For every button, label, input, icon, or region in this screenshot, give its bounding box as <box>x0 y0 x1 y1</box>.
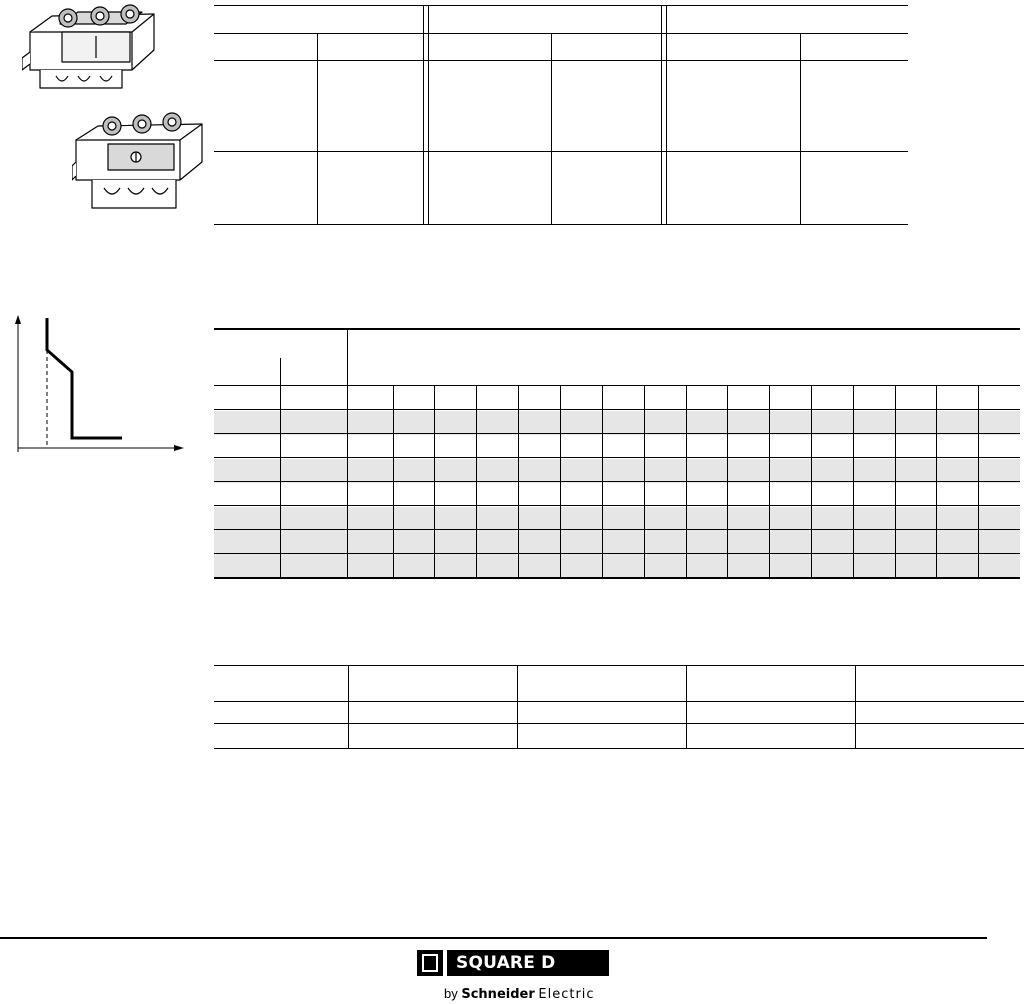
breaker-ratings-table <box>214 5 908 225</box>
column-divider <box>936 385 937 577</box>
table-rule <box>214 433 1020 434</box>
trip-curve-graph <box>8 312 186 457</box>
column-divider <box>978 385 979 577</box>
table-row <box>214 459 1020 483</box>
y-axis-arrow <box>15 315 21 324</box>
tagline-company: Schneider <box>461 987 535 1002</box>
table-row <box>214 531 1020 555</box>
breaker-terminals-illustration <box>22 2 162 94</box>
square-d-mark-icon <box>417 950 443 976</box>
table-rule <box>214 457 1020 458</box>
column-divider <box>423 5 429 224</box>
footer-rule <box>0 937 987 939</box>
column-divider <box>517 665 518 748</box>
table-rule <box>214 60 908 61</box>
table-row <box>214 507 1020 531</box>
tagline-by: by <box>444 986 458 1001</box>
column-divider <box>727 385 728 577</box>
column-divider <box>393 385 394 577</box>
table-rule <box>214 505 1020 506</box>
column-divider <box>644 385 645 577</box>
tagline-electric: Electric <box>538 987 595 1002</box>
column-divider <box>476 385 477 577</box>
table-rule <box>214 553 1020 554</box>
table-rule <box>214 33 908 34</box>
column-divider <box>800 33 801 224</box>
table-rule <box>214 529 1020 530</box>
column-divider <box>348 665 349 748</box>
table-rule <box>214 577 1020 579</box>
table-rule <box>214 5 908 6</box>
column-divider <box>518 385 519 577</box>
column-divider <box>853 385 854 577</box>
x-axis-arrow <box>174 445 184 451</box>
column-divider <box>317 33 318 224</box>
table-rule <box>214 151 908 152</box>
column-divider <box>855 665 856 748</box>
table-row <box>214 411 1020 435</box>
table-rule <box>214 224 908 225</box>
table-rule <box>214 748 1024 749</box>
table-rule <box>214 665 1024 666</box>
trip-settings-table <box>214 328 1020 580</box>
summary-table <box>214 665 1024 749</box>
brand-name: SQUARE D <box>447 950 609 976</box>
trip-curve-line <box>47 318 122 438</box>
column-divider <box>811 385 812 577</box>
table-rule <box>214 409 1020 410</box>
column-divider <box>769 385 770 577</box>
square-d-logo <box>417 950 612 1004</box>
breaker-trip-unit-illustration <box>72 110 206 214</box>
column-divider <box>686 665 687 748</box>
table-rule <box>214 328 1020 330</box>
table-rule <box>214 701 1024 702</box>
brand-tagline <box>444 986 595 1002</box>
column-divider <box>661 5 667 224</box>
column-divider <box>434 385 435 577</box>
column-divider <box>347 328 348 577</box>
table-rule <box>214 723 1024 724</box>
column-divider <box>280 358 281 577</box>
table-rule <box>214 481 1020 482</box>
table-row <box>214 555 1020 579</box>
column-divider <box>895 385 896 577</box>
column-divider <box>551 33 552 224</box>
table-rule <box>214 385 1020 386</box>
column-divider <box>560 385 561 577</box>
column-divider <box>602 385 603 577</box>
column-divider <box>686 385 687 577</box>
